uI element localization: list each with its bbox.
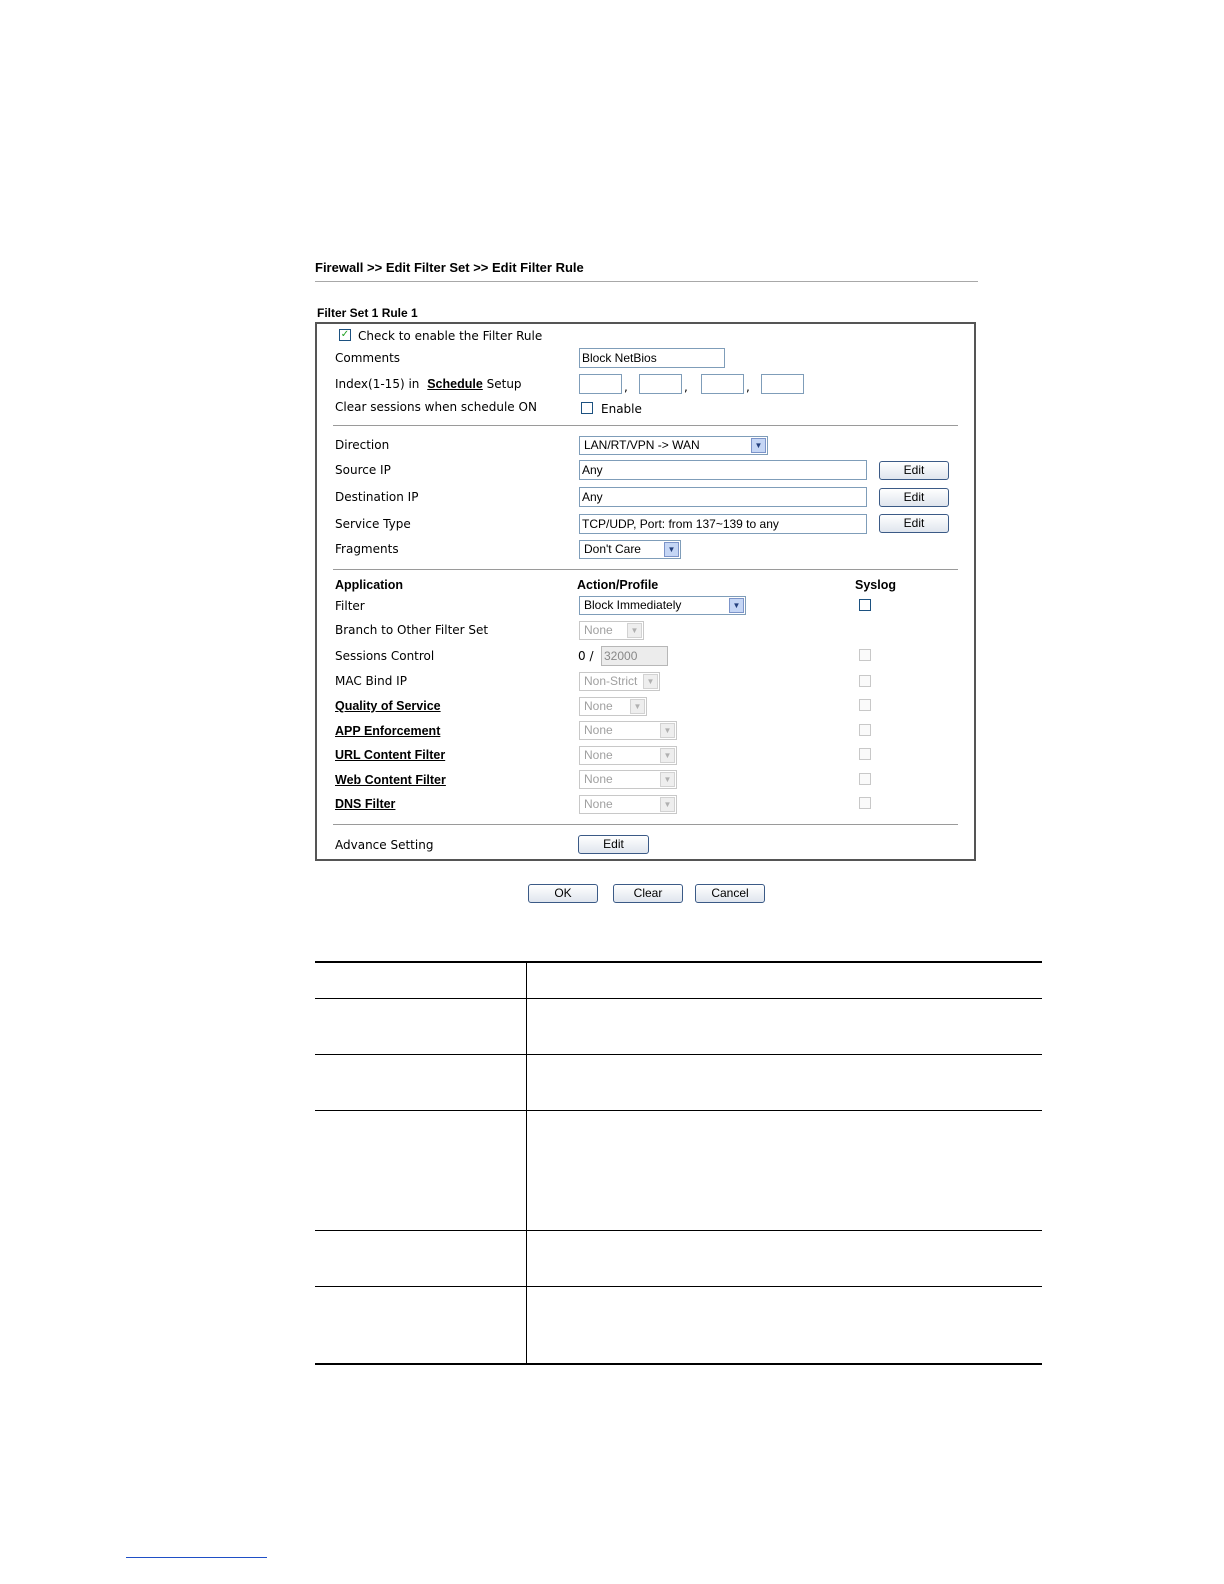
branch-label: Branch to Other Filter Set	[335, 623, 489, 637]
schedule-suffix: Setup	[486, 377, 522, 391]
source-ip-input[interactable]: Any	[579, 460, 867, 480]
mac-bind-value: Non-Strict	[584, 674, 638, 688]
schedule-separator: ,	[746, 380, 750, 394]
section-divider	[333, 425, 958, 426]
clear-button[interactable]: Clear	[613, 884, 683, 903]
section-divider	[333, 824, 958, 825]
url-filter-value: None	[584, 748, 613, 762]
mac-bind-syslog-checkbox[interactable]	[859, 675, 871, 687]
destination-ip-label: Destination IP	[335, 490, 419, 504]
application-header: Application	[335, 578, 404, 592]
fragments-value: Don't Care	[584, 542, 641, 556]
dns-filter-select[interactable]	[579, 795, 677, 814]
destination-ip-edit-button[interactable]: Edit	[879, 488, 949, 507]
action-profile-header: Action/Profile	[577, 578, 659, 592]
chevron-down-icon: ▼	[627, 623, 642, 638]
ok-button[interactable]: OK	[528, 884, 598, 903]
page-title: Firewall >> Edit Filter Set >> Edit Filter Rule	[315, 260, 584, 275]
table-row-divider	[315, 1054, 1042, 1055]
filter-label: Filter	[335, 599, 365, 613]
chevron-down-icon: ▼	[664, 542, 679, 557]
table-row-divider	[315, 1230, 1042, 1231]
clear-sessions-label: Clear sessions when schedule ON	[335, 400, 537, 414]
url-filter-link[interactable]: URL Content Filter	[335, 748, 446, 762]
schedule-prefix: Index(1-15) in	[335, 377, 420, 391]
fragments-select[interactable]	[579, 540, 681, 559]
web-filter-value: None	[584, 772, 613, 786]
web-filter-select[interactable]	[579, 770, 677, 789]
chevron-down-icon: ▼	[660, 772, 675, 787]
comments-input[interactable]: Block NetBios	[579, 348, 725, 368]
table-bottom-border	[315, 1363, 1042, 1365]
chevron-down-icon: ▼	[643, 674, 658, 689]
section-divider	[333, 569, 958, 570]
title-divider	[315, 281, 978, 282]
mac-bind-select[interactable]	[579, 672, 660, 691]
direction-value: LAN/RT/VPN -> WAN	[584, 438, 700, 452]
table-row-divider	[315, 1286, 1042, 1287]
schedule-link[interactable]: Schedule	[427, 377, 483, 391]
service-type-label: Service Type	[335, 517, 411, 531]
advance-setting-label: Advance Setting	[335, 838, 434, 852]
schedule-separator: ,	[624, 380, 628, 394]
chevron-down-icon: ▼	[630, 699, 645, 714]
mac-bind-label: MAC Bind IP	[335, 674, 407, 688]
sessions-syslog-checkbox[interactable]	[859, 649, 871, 661]
schedule-index-4[interactable]	[761, 374, 804, 394]
qos-select[interactable]	[579, 697, 647, 716]
url-filter-syslog-checkbox[interactable]	[859, 748, 871, 760]
filter-syslog-checkbox[interactable]	[859, 599, 871, 611]
sessions-max-input[interactable]: 32000	[601, 646, 668, 666]
clear-sessions-enable-label: Enable	[601, 402, 642, 416]
qos-value: None	[584, 699, 613, 713]
chevron-down-icon: ▼	[660, 748, 675, 763]
direction-label: Direction	[335, 438, 390, 452]
cancel-button[interactable]: Cancel	[695, 884, 765, 903]
qos-syslog-checkbox[interactable]	[859, 699, 871, 711]
app-enforcement-value: None	[584, 723, 613, 737]
source-ip-edit-button[interactable]: Edit	[879, 461, 949, 480]
dns-filter-syslog-checkbox[interactable]	[859, 797, 871, 809]
schedule-index-1[interactable]	[579, 374, 622, 394]
branch-value: None	[584, 623, 613, 637]
chevron-down-icon: ▼	[660, 797, 675, 812]
schedule-separator: ,	[684, 380, 688, 394]
source-ip-label: Source IP	[335, 463, 391, 477]
checkmark-icon: ✓	[340, 329, 350, 340]
sessions-current: 0 /	[578, 649, 594, 663]
table-column-divider	[526, 962, 527, 1364]
sessions-control-label: Sessions Control	[335, 649, 435, 663]
app-enforcement-select[interactable]	[579, 721, 677, 740]
comments-label: Comments	[335, 351, 401, 365]
table-row-divider	[315, 998, 1042, 999]
destination-ip-input[interactable]: Any	[579, 487, 867, 507]
chevron-down-icon: ▼	[729, 598, 744, 613]
app-enforcement-link[interactable]: APP Enforcement	[335, 724, 441, 738]
syslog-header: Syslog	[855, 578, 896, 592]
web-filter-link[interactable]: Web Content Filter	[335, 773, 446, 787]
chevron-down-icon: ▼	[660, 723, 675, 738]
schedule-index-3[interactable]	[701, 374, 744, 394]
app-enforcement-syslog-checkbox[interactable]	[859, 724, 871, 736]
url-filter-select[interactable]	[579, 746, 677, 765]
filter-select[interactable]	[579, 596, 746, 615]
direction-select[interactable]	[579, 436, 768, 455]
enable-rule-checkbox[interactable]	[339, 329, 351, 341]
fragments-label: Fragments	[335, 542, 399, 556]
service-type-input[interactable]: TCP/UDP, Port: from 137~139 to any	[579, 514, 867, 534]
schedule-row-label	[335, 377, 522, 391]
qos-link[interactable]: Quality of Service	[335, 699, 441, 713]
dns-filter-link[interactable]: DNS Filter	[335, 797, 396, 811]
table-row-divider	[315, 1110, 1042, 1111]
table-top-border	[315, 961, 1042, 963]
chevron-down-icon: ▼	[751, 438, 766, 453]
filter-set-title: Filter Set 1 Rule 1	[317, 306, 418, 320]
footer-rule	[126, 1557, 267, 1558]
service-type-edit-button[interactable]: Edit	[879, 514, 949, 533]
schedule-index-2[interactable]	[639, 374, 682, 394]
web-filter-syslog-checkbox[interactable]	[859, 773, 871, 785]
advance-edit-button[interactable]: Edit	[578, 835, 649, 854]
dns-filter-value: None	[584, 797, 613, 811]
branch-select[interactable]	[579, 621, 644, 640]
clear-sessions-checkbox[interactable]	[581, 402, 593, 414]
filter-value: Block Immediately	[584, 598, 682, 612]
enable-rule-label: Check to enable the Filter Rule	[358, 329, 543, 343]
